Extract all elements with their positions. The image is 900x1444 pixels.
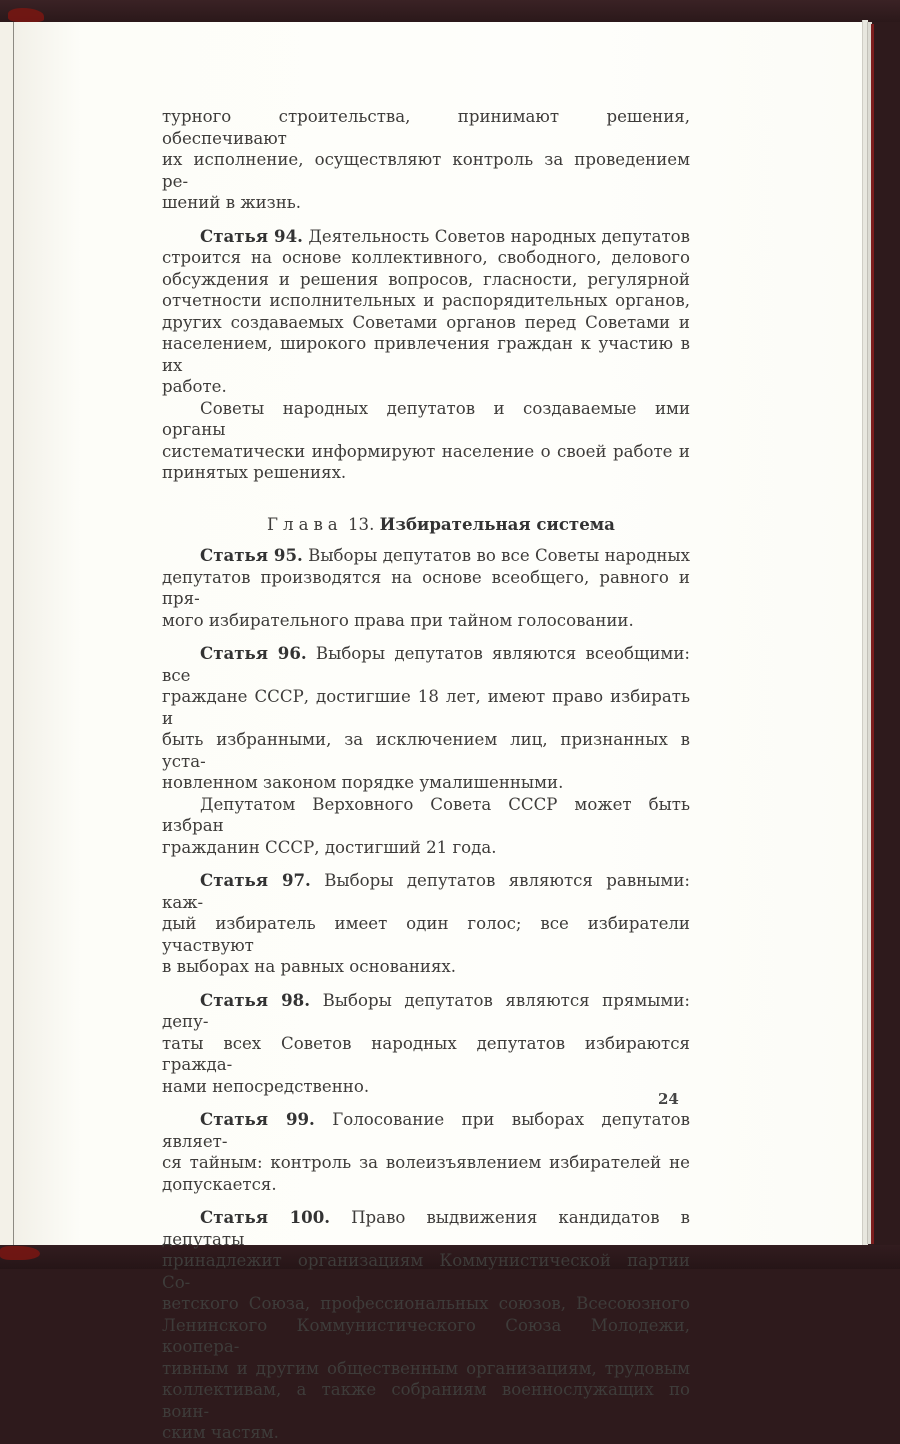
article-label: Статья 99.	[200, 1109, 315, 1129]
text-line: ветского Союза, профессиональных союзов, Всесоюзного	[162, 1294, 690, 1313]
text-line: турного строительства, принимают решения, обеспечивают	[162, 107, 690, 148]
text-line: обсуждения и решения вопросов, гласности, регулярной	[162, 269, 690, 289]
text-line: отчетности исполнительных и распорядительных органов,	[162, 291, 690, 310]
text-line: строится на основе коллективного, свободного, делового	[162, 248, 690, 267]
article-94-paragraph-2	[162, 398, 690, 484]
text-line: населением, широкого привлечения граждан к участию в их	[162, 334, 690, 375]
text-line: граждане СССР, достигшие 18 лет, имеют право избирать и	[162, 687, 690, 728]
text-line: депутатов производятся на основе всеобщего, равного и пря-	[162, 567, 690, 608]
article-97	[162, 870, 690, 978]
text-line: шений в жизнь.	[162, 193, 302, 212]
text-fragment: Право выдвижения кандидатов в депутаты	[162, 1208, 690, 1249]
text-line: ским частям.	[162, 1423, 279, 1442]
article-99	[162, 1109, 690, 1195]
text-line	[162, 545, 690, 567]
chapter-number: 13.	[348, 514, 375, 534]
text-line: Советы народных депутатов и создаваемые ими органы	[162, 398, 690, 439]
text-line: быть избранными, за исключением лиц, признанных в уста-	[162, 730, 690, 771]
text-line: в выборах на равных основаниях.	[162, 957, 457, 976]
book-cover-top	[0, 0, 900, 22]
text-fragment: Выборы депутатов являются прямыми: депу-	[162, 990, 690, 1031]
article-94	[162, 226, 690, 398]
text-line	[162, 990, 690, 1033]
article-label: Статья 97.	[200, 870, 311, 890]
text-line: других создаваемых Советами органов перед Советами и	[162, 312, 690, 332]
text-line: систематически информируют население о своей работе и	[162, 441, 690, 461]
text-line: таты всех Советов народных депутатов избираются гражда-	[162, 1033, 690, 1074]
text-line	[162, 1109, 690, 1152]
article-100	[162, 1207, 690, 1444]
text-line: Депутатом Верховного Совета СССР может быть избран	[162, 794, 690, 835]
continuation-paragraph	[162, 106, 690, 214]
text-line	[162, 643, 690, 686]
article-label: Статья 94.	[200, 225, 303, 246]
article-95	[162, 545, 690, 631]
text-fragment: Выборы депутатов являются равными: каж-	[162, 871, 690, 912]
text-line: коллективам, а также собраниям военнослужащих по воин-	[162, 1380, 690, 1421]
page-text	[162, 106, 690, 1444]
text-line: принятых решениях.	[162, 463, 347, 482]
text-fragment: Голосование при выборах депутатов являет-	[162, 1110, 690, 1151]
text-line: нами непосредственно.	[162, 1076, 370, 1096]
chapter-title: Избирательная система	[379, 513, 615, 534]
chapter-word: Глава	[267, 514, 343, 534]
text-line: их исполнение, осуществляют контроль за проведением ре-	[162, 150, 690, 191]
text-line	[162, 870, 690, 913]
page-number: 24	[658, 1090, 679, 1108]
cover-stain	[8, 8, 44, 22]
text-fragment: Выборы депутатов во все Советы народных	[302, 546, 690, 565]
article-label: Статья 95.	[200, 545, 303, 565]
text-line: допускается.	[162, 1174, 277, 1194]
article-label: Статья 100.	[200, 1207, 331, 1227]
text-line: мого избирательного права при тайном голосовании.	[162, 610, 634, 630]
chapter-heading	[162, 514, 690, 536]
cover-edge	[871, 24, 874, 1244]
text-line	[162, 226, 690, 248]
facing-page-edge	[0, 22, 14, 1245]
article-label: Статья 98.	[200, 989, 310, 1010]
text-line	[162, 1207, 690, 1250]
text-line: новленном законом порядке умалишенными.	[162, 773, 564, 792]
text-line: принадлежит организациям Коммунистической партии Со-	[162, 1251, 690, 1292]
article-96-paragraph-2	[162, 794, 690, 859]
cover-stain	[0, 1246, 40, 1260]
article-label: Статья 96.	[200, 643, 307, 663]
text-fragment: Выборы депутатов являются всеобщими: все	[162, 644, 690, 685]
article-98	[162, 990, 690, 1098]
article-96	[162, 643, 690, 794]
text-line: ся тайным: контроль за волеизъявлением избирателей не	[162, 1153, 690, 1172]
text-line: Ленинского Коммунистического Союза Молодежи, коопера-	[162, 1315, 690, 1356]
text-line: гражданин СССР, достигший 21 года.	[162, 837, 497, 857]
text-line: работе.	[162, 377, 227, 396]
text-line: тивным и другим общественным организациям, трудовым	[162, 1358, 690, 1378]
text-line: дый избиратель имеет один голос; все избиратели участвуют	[162, 914, 690, 955]
text-fragment: Деятельность Советов народных депутатов	[302, 226, 690, 246]
